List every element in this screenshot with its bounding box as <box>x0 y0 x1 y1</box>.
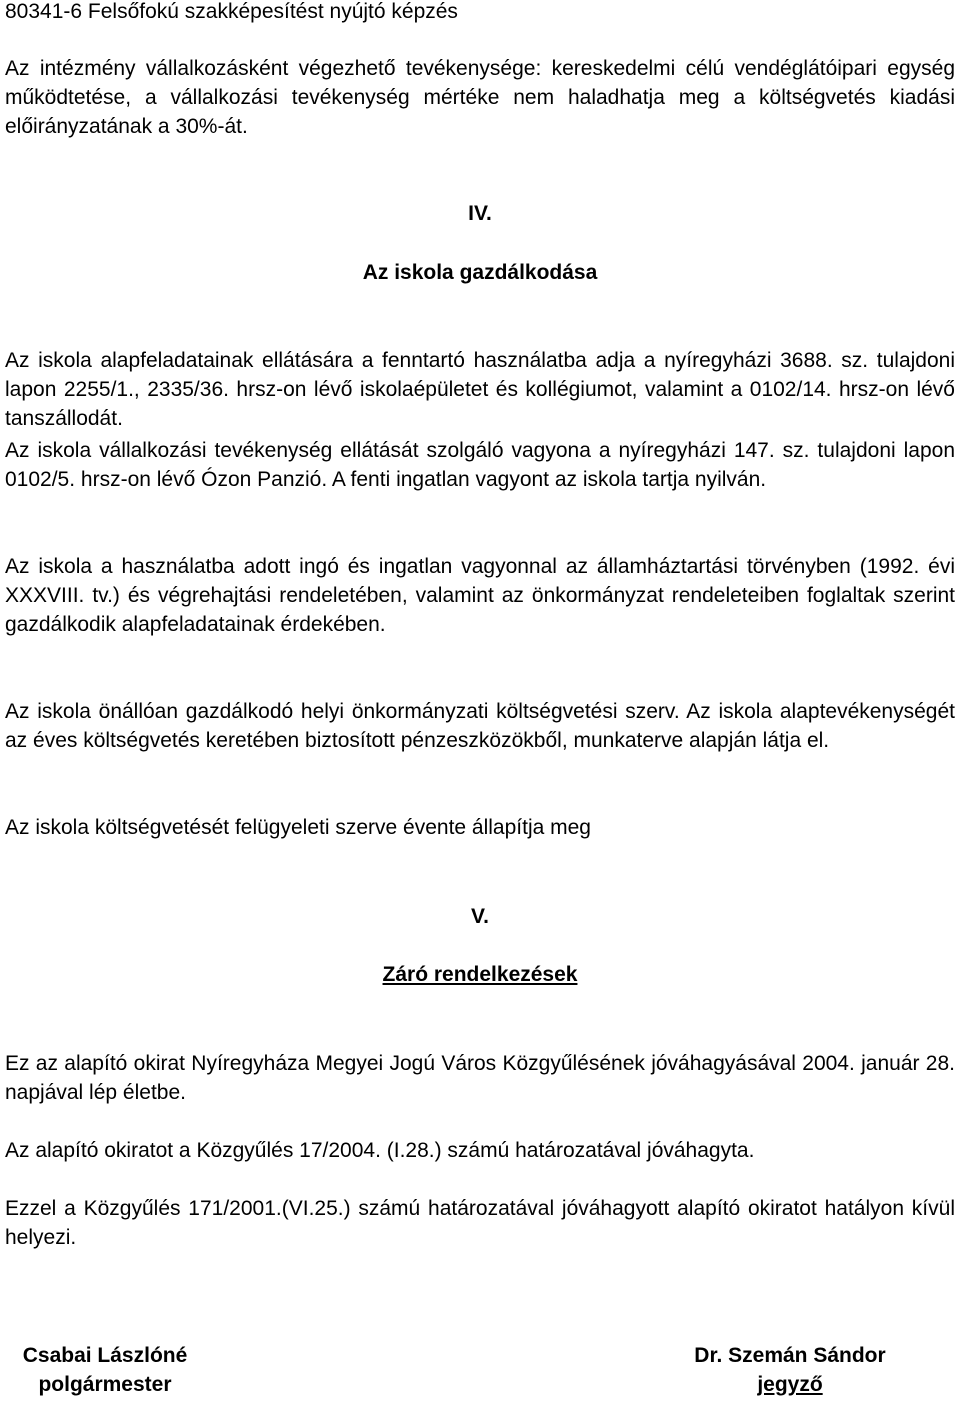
paragraph-onallo-gazdalkodas: Az iskola önállóan gazdálkodó helyi önkormányzati költségvetési szerv. Az iskola alaptevékenységét az éves költségvetés keretében biztosított pénzeszközökből, munkaterve alapján látja el. <box>5 700 955 752</box>
signature-row <box>5 1341 955 1401</box>
signature-notary-name: Dr. Szemán Sándor <box>694 1344 886 1367</box>
paragraph-hatalyba-lepes: Ez az alapító okirat Nyíregyháza Megyei Jogú Város Közgyűlésének jóváhagyásával 2004. január 28. napjával lép életbe. <box>5 1052 955 1104</box>
paragraph-alapfeladat: Az iskola alapfeladatainak ellátására a fenntartó használatba adja a nyíregyházi 3688. sz. tulajdoni lapon 2255/1., 2335/36. hrsz-on lévő iskolaépületet és kollégiumot, valamint a 0102/14. hrsz-on lévő tanszállodát. <box>5 349 955 430</box>
section-title-zaro: Záró rendelkezések <box>382 963 578 986</box>
paragraph-vallalkozasi-vagyon: Az iskola vállalkozási tevékenység ellátását szolgáló vagyona a nyíregyházi 147. sz. tulajdoni lapon 0102/5. hrsz-on lévő Ózon Panzió. A fenti ingatlan vagyont az iskola tartja nyilván. <box>5 439 955 491</box>
signature-mayor-name: Csabai Lászlóné <box>22 1344 188 1367</box>
document-header: 80341-6 Felsőfokú szakképesítést nyújtó képzés <box>5 0 458 23</box>
signature-mayor <box>5 1341 205 1399</box>
paragraph-hasznalat: Az iskola a használatba adott ingó és ingatlan vagyonnal az államháztartási törvényben (1992. évi XXXVIII. tv.) és végrehajtási rendeletében, valamint az önkormányzat rendeleteiben foglaltak szerint gazdálkodik alapfeladatainak érdekében. <box>5 555 955 636</box>
paragraph-koltsegvetes: Az iskola költségvetését felügyeleti szerve évente állapítja meg <box>5 816 591 839</box>
signature-notary-role: jegyző <box>757 1373 823 1396</box>
section-title-gazdalkodas: Az iskola gazdálkodása <box>362 261 598 284</box>
signature-notary <box>670 1341 910 1399</box>
section-number-iv: IV. <box>468 202 492 225</box>
paragraph-hatalyon-kivul: Ezzel a Közgyűlés 171/2001.(VI.25.) számú határozatával jóváhagyott alapító okiratot hatályon kívül helyezi. <box>5 1197 955 1249</box>
signature-mayor-role: polgármester <box>38 1373 172 1396</box>
paragraph-jovahagyas: Az alapító okiratot a Közgyűlés 17/2004. (I.28.) számú határozatával jóváhagyta. <box>5 1139 755 1162</box>
intro-paragraph: Az intézmény vállalkozásként végezhető tevékenysége: kereskedelmi célú vendéglátóipari egység működtetése, a vállalkozási tevékenység mértéke nem haladhatja meg a költségvetés kiadási előirányzatának a 30%-át. <box>5 57 955 138</box>
section-number-v: V. <box>471 905 489 928</box>
